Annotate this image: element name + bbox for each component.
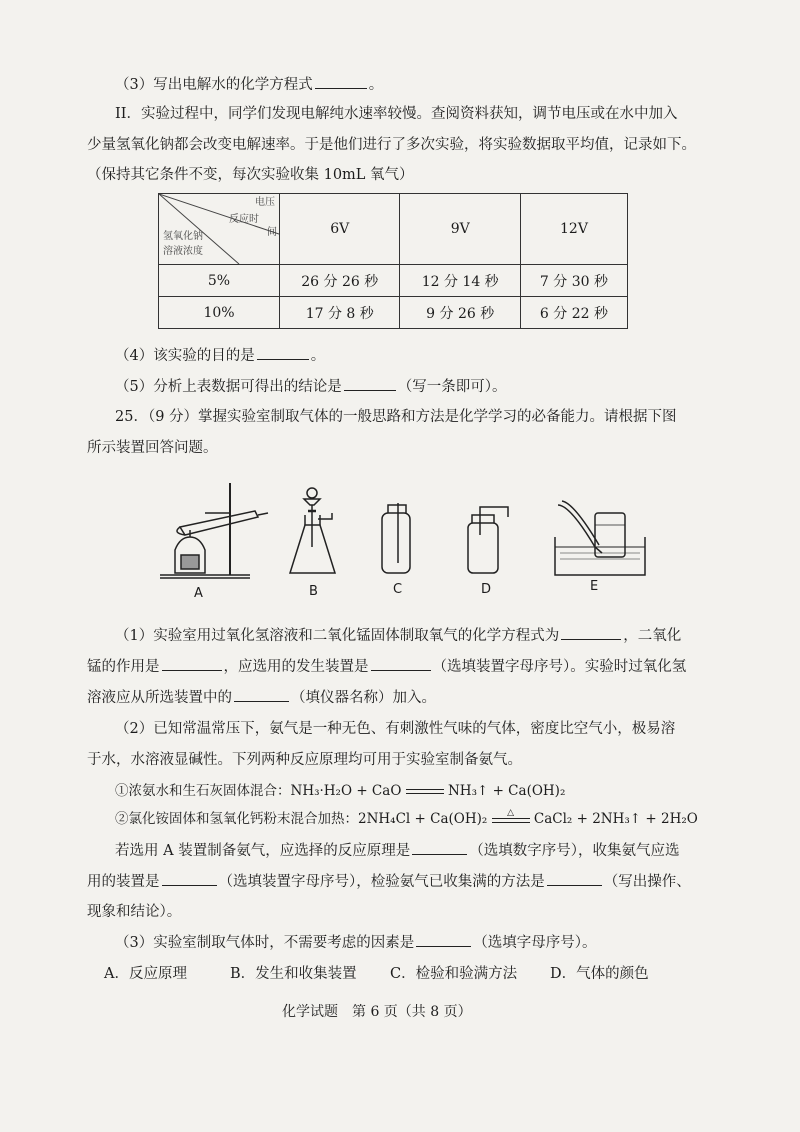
option-b[interactable]: B．发生和收集装置 (230, 966, 357, 982)
part-ii-line-3: （保持其它条件不变，每次实验收集 10mL 氧气） (87, 167, 414, 183)
heat-condition: △ (492, 809, 530, 823)
part-ii-line-1: II．实验过程中，同学们发现电解纯水速率较慢。查阅资料获知，调节电压或在水中加入 (115, 106, 678, 122)
answer-blank[interactable] (162, 656, 222, 671)
p2-line-6: 用的装置是 （选填装置字母序号），检验氨气已收集满的方法是 （写出操作、 (87, 871, 691, 892)
part-ii-line-2: 少量氢氧化钠都会改变电解速率。于是他们进行了多次实验，将实验数据取平均值，记录如下。 (87, 137, 696, 153)
p2-line-1: （2）已知常温常压下，氨气是一种无色、有刺激性气味的气体，密度比空气小，极易溶 (115, 721, 676, 737)
table-cell: 6 分 22 秒 (520, 297, 627, 329)
answer-blank[interactable] (257, 345, 309, 360)
question-3: （3）写出电解水的化学方程式 。 (115, 74, 383, 95)
equals-sign (406, 789, 444, 794)
p1-line-1: （1）实验室用过氧化氢溶液和二氧化锰固体制取氧气的化学方程式为 ，二氧化 (115, 625, 681, 646)
answer-blank[interactable] (315, 74, 367, 89)
answer-blank[interactable] (416, 932, 471, 947)
question-4: （4）该实验的目的是 。 (115, 345, 325, 366)
page-footer: 化学试题 第 6 页（共 8 页） (282, 1004, 472, 1020)
answer-blank[interactable] (162, 871, 217, 886)
apparatus-figure (150, 475, 670, 585)
answer-blank[interactable] (547, 871, 602, 886)
apparatus-d-icon (468, 507, 508, 573)
answer-blank[interactable] (234, 687, 289, 702)
p1-line-3: 溶液应从所选装置中的 （填仪器名称）加入。 (87, 687, 436, 708)
apparatus-label: C (393, 582, 403, 597)
answer-blank[interactable] (412, 840, 467, 855)
answer-blank[interactable] (561, 625, 621, 640)
column-header: 12V (520, 194, 627, 265)
p2-line-2: 于水，水溶液显碱性。下列两种反应原理均可用于实验室制备氨气。 (87, 752, 522, 768)
row-concentration: 5% (159, 265, 280, 297)
table-cell: 12 分 14 秒 (400, 265, 520, 297)
option-c[interactable]: C．检验和验满方法 (390, 966, 518, 982)
column-header: 6V (280, 194, 400, 265)
p2-line-7: 现象和结论）。 (87, 904, 182, 920)
reaction-2: ②氯化铵固体和氢氧化钙粉末混合加热：2NH₄Cl + Ca(OH)₂ △ CaCl₂ + 2NH₃↑ + 2H₂O (115, 807, 698, 827)
question-25-line-1: 25．（9 分）掌握实验室制取气体的一般思路和方法是化学学习的必备能力。请根据下图 (115, 409, 677, 425)
table-diagonal-header: 电压 反应时 间 氢氧化钠 溶液浓度 (159, 194, 280, 265)
column-header: 9V (400, 194, 520, 265)
apparatus-label: B (309, 584, 318, 599)
p3-line-1: （3）实验室制取气体时，不需要考虑的因素是 （选填字母序号）。 (115, 932, 596, 953)
table-cell: 17 分 8 秒 (280, 297, 400, 329)
row-concentration: 10% (159, 297, 280, 329)
apparatus-b-icon (290, 488, 335, 573)
apparatus-c-icon (382, 503, 410, 573)
table-row (159, 265, 628, 297)
apparatus-label: D (481, 582, 492, 597)
table-row (159, 297, 628, 329)
reaction-1: ①浓氨水和生石灰固体混合：NH₃·H₂O + CaO NH₃↑ + Ca(OH)₂ (115, 783, 566, 799)
apparatus-e-icon (555, 501, 645, 575)
apparatus-label: E (590, 579, 599, 594)
experiment-table (158, 193, 628, 329)
table-cell: 9 分 26 秒 (400, 297, 520, 329)
apparatus-a-icon (160, 483, 268, 578)
question-5: （5）分析上表数据可得出的结论是 （写一条即可）。 (115, 376, 506, 397)
table-cell: 7 分 30 秒 (520, 265, 627, 297)
answer-blank[interactable] (371, 656, 431, 671)
p2-line-5: 若选用 A 装置制备氨气，应选择的反应原理是 （选填数字序号），收集氨气应选 (115, 840, 679, 861)
apparatus-label: A (194, 586, 203, 601)
question-25-line-2: 所示装置回答问题。 (87, 440, 218, 456)
table-cell: 26 分 26 秒 (280, 265, 400, 297)
answer-blank[interactable] (344, 376, 396, 391)
option-d[interactable]: D．气体的颜色 (550, 966, 649, 982)
p1-line-2: 锰的作用是 ，应选用的发生装置是 （选填装置字母序号）。实验时过氧化氢 (87, 656, 686, 677)
option-a[interactable]: A．反应原理 (104, 966, 187, 982)
